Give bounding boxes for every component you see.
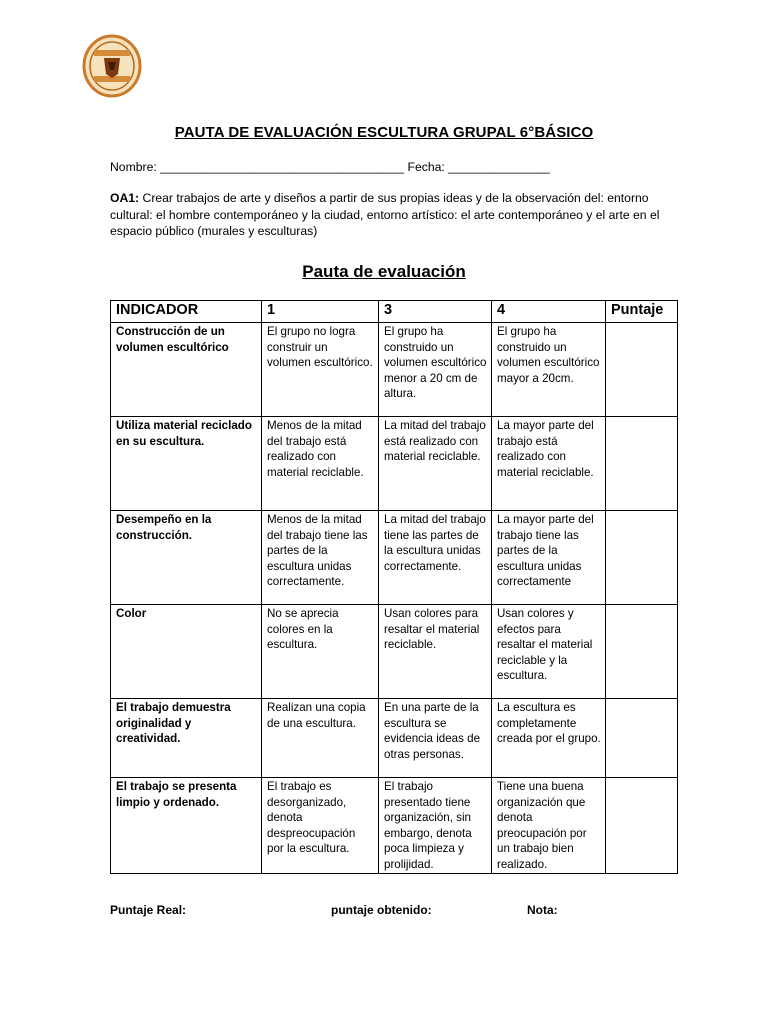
level-4-cell: La mayor parte del trabajo tiene las partes de la escultura unidas correctamente [492,511,606,605]
puntaje-cell[interactable] [606,778,678,874]
puntaje-real-label: Puntaje Real: [110,903,187,917]
level-1-cell: Menos de la mitad del trabajo tiene las partes de la escultura unidas correctamente. [262,511,379,605]
indicador-cell: Utiliza material reciclado en su escultura. [111,417,262,511]
level-4-cell: Tiene una buena organización que denota preocupación por un trabajo bien realizado. [492,778,606,874]
indicador-cell: El trabajo se presenta limpio y ordenado. [111,778,262,874]
indicador-cell: Color [111,605,262,699]
rubric-subtitle: Pauta de evaluación [302,262,466,281]
document-title: PAUTA DE EVALUACIÓN ESCULTURA GRUPAL 6°BÁSICO [174,124,594,141]
rubric-row [111,417,678,511]
oa1-text: Crear trabajos de arte y diseños a partir de sus propias ideas y de la observación del: entorno cultural: el hombre contemporáneo y la ciudad, entorno artístico: el arte contemporáneo y el arte en el espacio público (murales y esculturas) [110,191,660,238]
rubric-header-row [111,301,678,323]
level-4-cell: La mayor parte del trabajo está realizado con material reciclable. [492,417,606,511]
puntaje-cell[interactable] [606,699,678,778]
level-3-cell: El trabajo presentado tiene organización, sin embargo, denota poca limpieza y prolijidad. [379,778,492,874]
rubric-row [111,511,678,605]
header-indicador: INDICADOR [111,301,262,323]
level-4-cell: Usan colores y efectos para resaltar el material reciclable y la escultura. [492,605,606,699]
level-3-cell: En una parte de la escultura se evidencia ideas de otras personas. [379,699,492,778]
oa1-objective [110,190,666,240]
header-level-1: 1 [262,301,379,323]
header-puntaje: Puntaje [606,301,678,323]
school-crest-logo [82,34,142,98]
level-1-cell: Realizan una copia de una escultura. [262,699,379,778]
level-1-cell: El grupo no logra construir un volumen escultórico. [262,323,379,417]
level-4-cell: El grupo ha construido un volumen escultórico mayor a 20cm. [492,323,606,417]
nombre-fecha-line: Nombre: ____________________________________ Fecha: _______________ [110,160,550,174]
level-3-cell: Usan colores para resaltar el material reciclable. [379,605,492,699]
indicador-cell: Construcción de un volumen escultórico [111,323,262,417]
rubric-row [111,323,678,417]
indicador-cell: El trabajo demuestra originalidad y creatividad. [111,699,262,778]
header-level-4: 4 [492,301,606,323]
puntaje-cell[interactable] [606,605,678,699]
puntaje-cell[interactable] [606,511,678,605]
level-1-cell: El trabajo es desorganizado, denota despreocupación por la escultura. [262,778,379,874]
rubric-row [111,605,678,699]
rubric-table [110,300,678,874]
indicador-cell: Desempeño en la construcción. [111,511,262,605]
rubric-row [111,699,678,778]
level-3-cell: El grupo ha construido un volumen escultórico menor a 20 cm de altura. [379,323,492,417]
puntaje-cell[interactable] [606,323,678,417]
level-1-cell: No se aprecia colores en la escultura. [262,605,379,699]
rubric-row [111,778,678,874]
level-3-cell: La mitad del trabajo está realizado con material reciclable. [379,417,492,511]
puntaje-cell[interactable] [606,417,678,511]
nota-label: Nota: [527,903,558,917]
level-1-cell: Menos de la mitad del trabajo está realizado con material reciclable. [262,417,379,511]
header-level-3: 3 [379,301,492,323]
level-4-cell: La escultura es completamente creada por el grupo. [492,699,606,778]
oa1-label: OA1: [110,191,140,205]
level-3-cell: La mitad del trabajo tiene las partes de la escultura unidas correctamente. [379,511,492,605]
puntaje-obtenido-label: puntaje obtenido: [331,903,432,917]
